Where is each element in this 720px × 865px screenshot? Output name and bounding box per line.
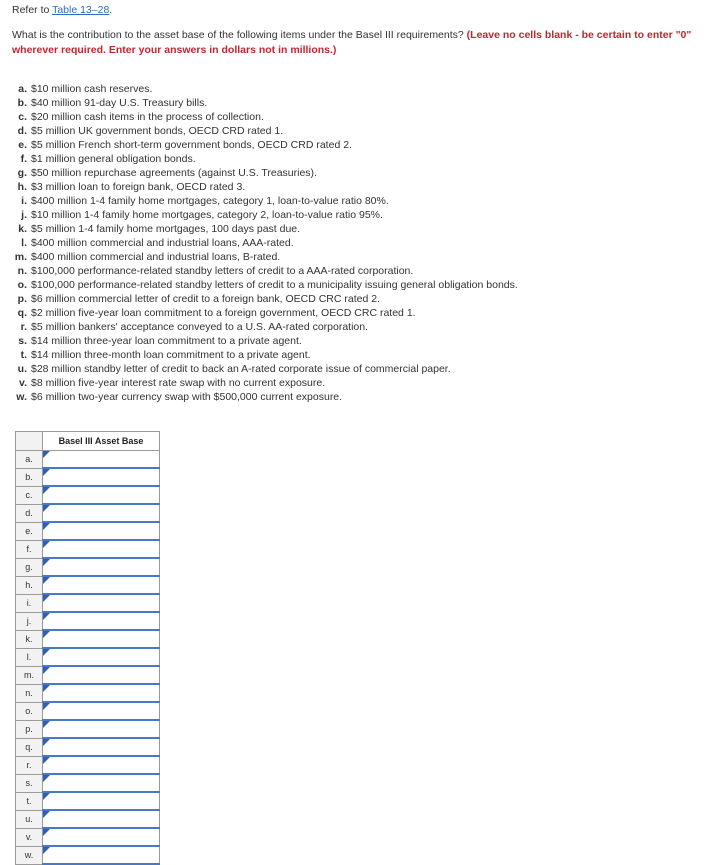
item-text: $5 million UK government bonds, OECD CRD rated 1.: [31, 125, 284, 137]
input-marker-icon: [43, 631, 50, 638]
item-letter: b.: [17, 97, 27, 109]
row-label: d.: [16, 504, 43, 522]
input-marker-icon: [43, 667, 50, 674]
table-row: [16, 558, 160, 576]
answer-cell[interactable]: [43, 720, 160, 738]
row-label: r.: [16, 756, 43, 774]
table-row: [16, 846, 160, 864]
answer-input[interactable]: [43, 811, 159, 827]
answer-cell[interactable]: [43, 504, 160, 522]
refer-line: [12, 4, 112, 16]
table-row: [16, 504, 160, 522]
table-corner: [16, 432, 43, 451]
input-marker-icon: [43, 595, 50, 602]
input-marker-icon: [43, 649, 50, 656]
list-item: [12, 278, 712, 292]
answer-cell[interactable]: [43, 558, 160, 576]
row-label: b.: [16, 468, 43, 486]
answer-input[interactable]: [43, 469, 159, 485]
answer-cell[interactable]: [43, 738, 160, 756]
list-item: [12, 180, 712, 194]
list-item: [12, 222, 712, 236]
list-item: [12, 320, 712, 334]
question-prompt: [12, 28, 718, 58]
item-list: [12, 82, 712, 404]
answer-cell[interactable]: [43, 594, 160, 612]
input-marker-icon: [43, 793, 50, 800]
input-marker-icon: [43, 829, 50, 836]
item-text: $8 million five-year interest rate swap with no current exposure.: [31, 377, 326, 389]
item-text: $14 million three-year loan commitment to a private agent.: [31, 335, 302, 347]
list-item: [12, 250, 712, 264]
list-item: [12, 334, 712, 348]
row-label: o.: [16, 702, 43, 720]
item-letter: n.: [17, 265, 27, 277]
input-marker-icon: [43, 685, 50, 692]
input-marker-icon: [43, 559, 50, 566]
list-item: [12, 348, 712, 362]
item-letter: c.: [18, 111, 27, 123]
item-text: $400 million commercial and industrial loans, AAA-rated.: [31, 237, 294, 249]
list-item: [12, 110, 712, 124]
list-item: [12, 138, 712, 152]
item-text: $5 million bankers' acceptance conveyed to a U.S. AA-rated corporation.: [31, 321, 369, 333]
item-letter: v.: [19, 377, 27, 389]
row-label: t.: [16, 792, 43, 810]
item-letter: w.: [16, 391, 27, 403]
question-instruction: (Leave no cells blank - be certain to enter "0" wherever required. Enter your answers in dollars not in millions.): [12, 29, 692, 56]
column-header: Basel III Asset Base: [43, 432, 160, 451]
item-text: $2 million five-year loan commitment to a foreign government, OECD CRC rated 1.: [31, 307, 416, 319]
item-letter: a.: [18, 83, 27, 95]
item-letter: p.: [17, 293, 27, 305]
item-letter: f.: [20, 153, 27, 165]
answer-cell[interactable]: [43, 486, 160, 504]
table-row: [16, 648, 160, 666]
row-label: q.: [16, 738, 43, 756]
answer-input[interactable]: [43, 757, 159, 773]
row-label: w.: [16, 846, 43, 864]
input-marker-icon: [43, 739, 50, 746]
row-label: i.: [16, 594, 43, 612]
row-label: g.: [16, 558, 43, 576]
answer-input[interactable]: [43, 721, 159, 737]
row-label: c.: [16, 486, 43, 504]
item-text: $10 million cash reserves.: [31, 83, 153, 95]
answer-input[interactable]: [43, 739, 159, 755]
list-item: [12, 166, 712, 180]
list-item: [12, 264, 712, 278]
item-letter: h.: [17, 181, 27, 193]
item-text: $50 million repurchase agreements (against U.S. Treasuries).: [31, 167, 317, 179]
table-row: [16, 612, 160, 630]
table-row: [16, 684, 160, 702]
input-marker-icon: [43, 721, 50, 728]
item-text: $6 million commercial letter of credit to a foreign bank, OECD CRC rated 2.: [31, 293, 380, 305]
question-text: What is the contribution to the asset base of the following items under the Basel III requirements?: [12, 29, 467, 41]
input-marker-icon: [43, 523, 50, 530]
item-letter: i.: [21, 195, 27, 207]
item-text: $14 million three-month loan commitment to a private agent.: [31, 349, 311, 361]
row-label: h.: [16, 576, 43, 594]
list-item: [12, 236, 712, 250]
item-text: $28 million standby letter of credit to back an A-rated corporate issue of commercial paper.: [31, 363, 451, 375]
input-marker-icon: [43, 577, 50, 584]
input-marker-icon: [43, 757, 50, 764]
input-marker-icon: [43, 613, 50, 620]
row-label: l.: [16, 648, 43, 666]
answer-input[interactable]: [43, 541, 159, 557]
answer-input[interactable]: [43, 613, 159, 629]
answer-input[interactable]: [43, 487, 159, 503]
item-text: $40 million 91-day U.S. Treasury bills.: [31, 97, 208, 109]
row-label: u.: [16, 810, 43, 828]
answer-input[interactable]: [43, 631, 159, 647]
list-item: [12, 124, 712, 138]
table-row: [16, 630, 160, 648]
answer-cell[interactable]: [43, 846, 160, 864]
table-reference-link[interactable]: Table 13–28: [52, 4, 110, 16]
answer-input[interactable]: [43, 649, 159, 665]
table-row: [16, 451, 160, 469]
table-row: [16, 828, 160, 846]
answer-input[interactable]: [43, 685, 159, 701]
list-item: [12, 306, 712, 320]
answer-input[interactable]: [43, 577, 159, 593]
answer-table: [15, 431, 160, 865]
answer-input[interactable]: [43, 559, 159, 575]
item-letter: m.: [14, 251, 27, 263]
table-row: [16, 702, 160, 720]
answer-input[interactable]: [43, 793, 159, 809]
item-text: $5 million 1-4 family home mortgages, 100 days past due.: [31, 223, 301, 235]
item-letter: r.: [20, 321, 27, 333]
answer-cell[interactable]: [43, 576, 160, 594]
item-letter: k.: [18, 223, 27, 235]
table-row: [16, 774, 160, 792]
input-marker-icon: [43, 847, 50, 854]
answer-cell[interactable]: [43, 612, 160, 630]
item-text: $400 million 1-4 family home mortgages, category 1, loan-to-value ratio 80%.: [31, 195, 389, 207]
answer-input[interactable]: [43, 595, 159, 611]
table-row: [16, 594, 160, 612]
answer-cell[interactable]: [43, 702, 160, 720]
table-row: [16, 486, 160, 504]
answer-input[interactable]: [43, 775, 159, 791]
answer-cell[interactable]: [43, 666, 160, 684]
item-text: $20 million cash items in the process of collection.: [31, 111, 264, 123]
input-marker-icon: [43, 703, 50, 710]
answer-table-body: [16, 451, 160, 865]
list-item: [12, 96, 712, 110]
item-letter: g.: [17, 167, 27, 179]
refer-suffix: .: [109, 4, 113, 16]
list-item: [12, 208, 712, 222]
item-text: $400 million commercial and industrial loans, B-rated.: [31, 251, 281, 263]
answer-cell[interactable]: [43, 810, 160, 828]
answer-input[interactable]: [43, 667, 159, 683]
item-letter: o.: [17, 279, 27, 291]
row-label: k.: [16, 630, 43, 648]
answer-input[interactable]: [43, 847, 159, 863]
table-row: [16, 810, 160, 828]
answer-cell[interactable]: [43, 774, 160, 792]
list-item: [12, 194, 712, 208]
answer-cell[interactable]: [43, 648, 160, 666]
input-marker-icon: [43, 505, 50, 512]
row-label: a.: [16, 451, 43, 469]
row-label: f.: [16, 540, 43, 558]
answer-cell[interactable]: [43, 630, 160, 648]
item-text: $10 million 1-4 family home mortgages, category 2, loan-to-value ratio 95%.: [31, 209, 383, 221]
refer-prefix: Refer to: [12, 4, 53, 16]
table-row: [16, 576, 160, 594]
answer-input[interactable]: [43, 703, 159, 719]
row-label: e.: [16, 522, 43, 540]
item-letter: d.: [17, 125, 27, 137]
input-marker-icon: [43, 811, 50, 818]
row-label: j.: [16, 612, 43, 630]
answer-cell[interactable]: [43, 756, 160, 774]
answer-cell[interactable]: [43, 828, 160, 846]
row-label: s.: [16, 774, 43, 792]
item-letter: j.: [21, 209, 27, 221]
item-letter: u.: [17, 363, 27, 375]
item-letter: l.: [21, 237, 27, 249]
row-label: m.: [16, 666, 43, 684]
answer-input[interactable]: [43, 451, 159, 467]
list-item: [12, 390, 712, 404]
answer-cell[interactable]: [43, 522, 160, 540]
input-marker-icon: [43, 487, 50, 494]
item-text: $5 million French short-term government bonds, OECD CRD rated 2.: [31, 139, 352, 151]
answer-input[interactable]: [43, 523, 159, 539]
answer-cell[interactable]: [43, 684, 160, 702]
table-row: [16, 756, 160, 774]
input-marker-icon: [43, 775, 50, 782]
row-label: n.: [16, 684, 43, 702]
item-text: $1 million general obligation bonds.: [31, 153, 196, 165]
list-item: [12, 376, 712, 390]
item-text: $3 million loan to foreign bank, OECD rated 3.: [31, 181, 246, 193]
answer-cell[interactable]: [43, 468, 160, 486]
answer-input[interactable]: [43, 829, 159, 845]
list-item: [12, 152, 712, 166]
answer-input[interactable]: [43, 505, 159, 521]
row-label: p.: [16, 720, 43, 738]
input-marker-icon: [43, 541, 50, 548]
input-marker-icon: [43, 451, 50, 458]
item-letter: e.: [18, 139, 27, 151]
row-label: v.: [16, 828, 43, 846]
list-item: [12, 362, 712, 376]
answer-cell[interactable]: [43, 792, 160, 810]
item-text: $6 million two-year currency swap with $500,000 current exposure.: [31, 391, 343, 403]
table-row: [16, 540, 160, 558]
item-text: $100,000 performance-related standby letters of credit to a AAA-rated corporation.: [31, 265, 414, 277]
answer-cell[interactable]: [43, 540, 160, 558]
table-row: [16, 666, 160, 684]
answer-cell[interactable]: [43, 451, 160, 469]
table-row: [16, 468, 160, 486]
list-item: [12, 292, 712, 306]
table-row: [16, 792, 160, 810]
item-text: $100,000 performance-related standby letters of credit to a municipality issuing general obligation bonds.: [31, 279, 518, 291]
table-row: [16, 738, 160, 756]
item-letter: q.: [17, 307, 27, 319]
item-letter: s.: [18, 335, 27, 347]
item-letter: t.: [20, 349, 27, 361]
list-item: [12, 82, 712, 96]
table-row: [16, 720, 160, 738]
input-marker-icon: [43, 469, 50, 476]
table-row: [16, 522, 160, 540]
